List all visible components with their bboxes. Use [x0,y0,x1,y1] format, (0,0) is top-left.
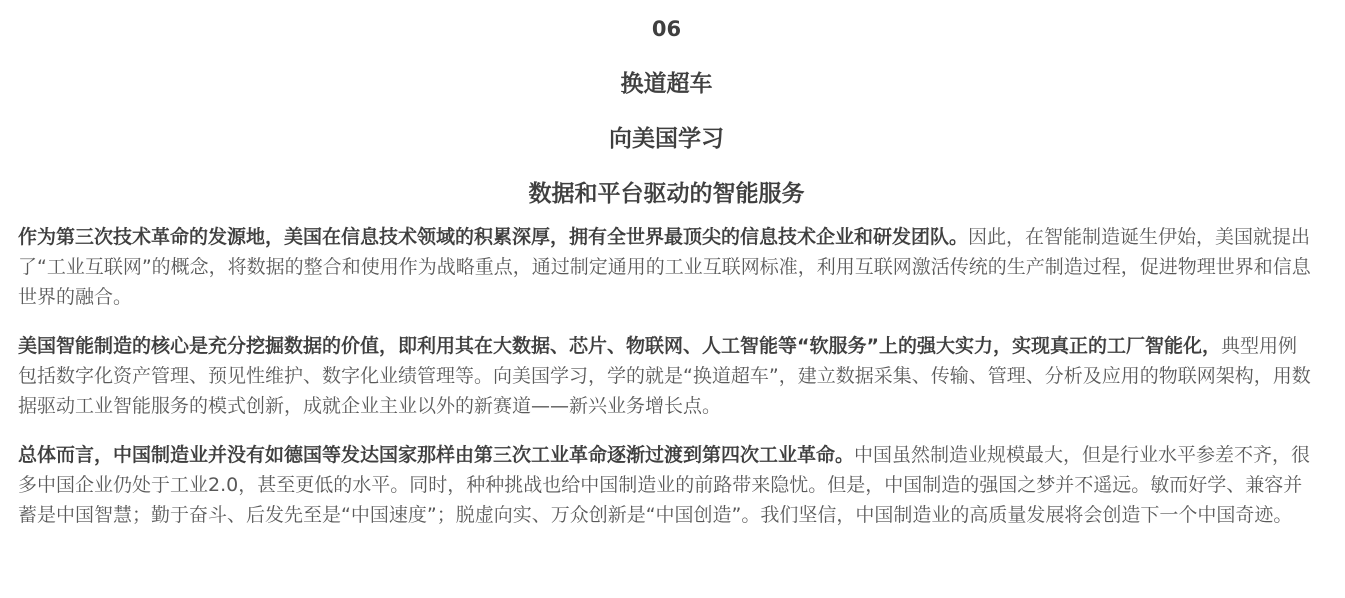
paragraph-2-lead: 美国智能制造的核心是充分挖掘数据的价值，即利用其在大数据、芯片、物联网、人工智能等“软服务”上的强大实力，实现真正的工厂智能化， [18,335,1221,357]
section-subtitle: 向美国学习 [609,126,724,152]
paragraph-1-lead: 作为第三次技术革命的发源地，美国在信息技术领域的积累深厚，拥有全世界最顶尖的信息技术企业和研发团队。 [18,226,969,248]
paragraph-3 [18,440,1315,530]
paragraph-3-body: 中国虽然制造业规模最大，但是行业水平参差不齐，很多中国企业仍处于工业2.0，甚至更低的水平。同时，种种挑战也给中国制造业的前路带来隐忧。但是，中国制造的强国之梦并不遥远。敏而好学、兼容并蓄是中国智慧；勤于奋斗、后发先至是“中国速度”；脱虚向实、万众创新是“中国创造”。我们坚信，中国制造业的高质量发展将会创造下一个中国奇迹。 [18,444,1311,526]
section-theme: 数据和平台驱动的智能服务 [528,181,805,207]
paragraph-1-body: 因此，在智能制造诞生伊始，美国就提出了“工业互联网”的概念，将数据的整合和使用作为战略重点，通过制定通用的工业互联网标准，利用互联网激活传统的生产制造过程，促进物理世界和信息世界的融合。 [18,226,1311,308]
paragraph-2 [18,331,1315,421]
paragraph-2-body: 典型用例包括数字化资产管理、预见性维护、数字化业绩管理等。向美国学习，学的就是“换道超车”，建立数据采集、传输、管理、分析及应用的物联网架构，用数据驱动工业智能服务的模式创新，成就企业主业以外的新赛道——新兴业务增长点。 [18,335,1311,417]
paragraph-3-lead: 总体而言，中国制造业并没有如德国等发达国家那样由第三次工业革命逐渐过渡到第四次工业革命。 [18,444,855,466]
paragraph-1 [18,222,1315,312]
section-number: 06 [651,17,682,41]
section-title: 换道超车 [620,71,713,97]
